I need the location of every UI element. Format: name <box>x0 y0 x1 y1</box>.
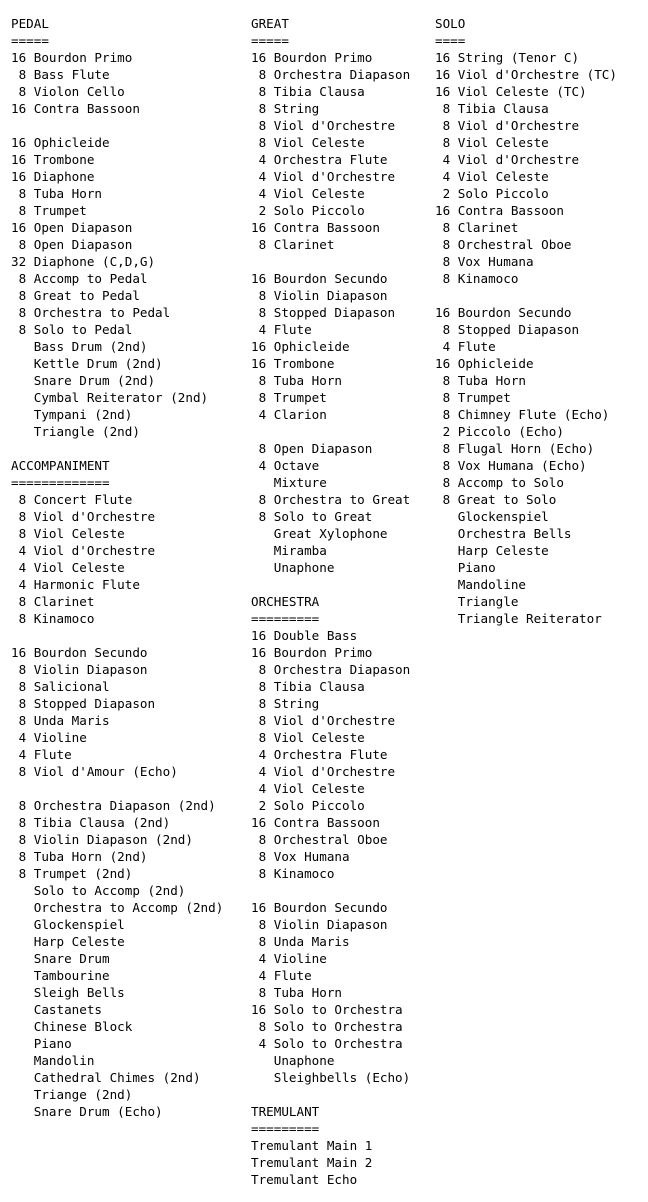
stop-line: 8 Tuba Horn (2nd) <box>11 849 148 864</box>
stop-line: Triangle Reiterator <box>435 611 602 626</box>
stop-line: 8 Vox Humana (Echo) <box>435 458 587 473</box>
stop-line: 32 Diaphone (C,D,G) <box>11 254 156 269</box>
stop-line: Snare Drum (2nd) <box>11 373 156 388</box>
stop-line: 8 Orchestra Diapason <box>251 67 411 82</box>
stop-line: 4 Viol Celeste <box>251 781 365 796</box>
stop-line: 16 Trombone <box>11 152 95 167</box>
stop-line: 4 Flute <box>11 747 72 762</box>
stop-line: 8 Violin Diapason (2nd) <box>11 832 193 847</box>
stop-line: 4 Solo to Orchestra <box>251 1036 403 1051</box>
stop-line: 8 Stopped Diapason <box>251 305 396 320</box>
stop-line: 8 Unda Maris <box>11 713 110 728</box>
stop-line: Solo to Accomp (2nd) <box>11 883 186 898</box>
division-underline: ===== <box>251 33 289 48</box>
stop-line: 16 Double Bass <box>251 628 358 643</box>
blank-line <box>251 1086 410 1103</box>
stop-line: 2 Piccolo (Echo) <box>435 424 564 439</box>
stop-line: Snare Drum <box>11 951 110 966</box>
stop-line: 8 Trumpet (2nd) <box>11 866 133 881</box>
stop-line: 4 Harmonic Flute <box>11 577 140 592</box>
stop-line: 8 Unda Maris <box>251 934 350 949</box>
division-heading: TREMULANT <box>251 1104 320 1119</box>
stop-line: 8 Kinamoco <box>435 271 519 286</box>
stop-line: 8 Kinamoco <box>11 611 95 626</box>
stop-line: Piano <box>11 1036 72 1051</box>
division-underline: ============= <box>11 475 110 490</box>
stop-line: Miramba <box>251 543 327 558</box>
stop-line: 8 Tibia Clausa <box>251 679 365 694</box>
stop-line: 4 Viol d'Orchestre <box>435 152 580 167</box>
stop-line: 16 Ophicleide <box>11 135 110 150</box>
stop-line: 8 Chimney Flute (Echo) <box>435 407 610 422</box>
blank-line <box>11 627 223 644</box>
stop-line: 8 Orchestra to Pedal <box>11 305 171 320</box>
division-heading: GREAT <box>251 16 289 31</box>
stop-line: 4 Viol d'Orchestre <box>11 543 156 558</box>
stop-line: Castanets <box>11 1002 102 1017</box>
stop-line: 4 Orchestra Flute <box>251 747 388 762</box>
stop-line: Triangle (2nd) <box>11 424 140 439</box>
stop-line: 8 Viol Celeste <box>251 135 365 150</box>
division-heading: SOLO <box>435 16 466 31</box>
blank-line <box>251 882 410 899</box>
stop-line: 8 Stopped Diapason <box>435 322 580 337</box>
blank-line <box>11 117 223 134</box>
stop-line: 8 Tibia Clausa (2nd) <box>11 815 171 830</box>
stop-line: 16 Diaphone <box>11 169 95 184</box>
stop-line: Piano <box>435 560 496 575</box>
stop-line: Tympani (2nd) <box>11 407 133 422</box>
stop-line: 8 Violin Diapason <box>11 662 148 677</box>
stop-line: Harp Celeste <box>11 934 125 949</box>
stop-line: Mixture <box>251 475 327 490</box>
stop-line: 4 Viol Celeste <box>251 186 365 201</box>
stop-line: 16 Bourdon Secundo <box>11 645 148 660</box>
stop-line: 8 Viol d'Orchestre <box>435 118 580 133</box>
stop-line: Cymbal Reiterator (2nd) <box>11 390 209 405</box>
stop-line: 8 Orchestra Diapason <box>251 662 411 677</box>
stop-line: 16 Contra Bassoon <box>251 220 380 235</box>
stop-line: 8 Orchestral Oboe <box>435 237 572 252</box>
stop-line: 4 Violine <box>251 951 327 966</box>
stop-line: 8 String <box>251 696 320 711</box>
stop-line: 4 Viol d'Orchestre <box>251 764 396 779</box>
stop-line: 8 Salicional <box>11 679 110 694</box>
stop-line: Triange (2nd) <box>11 1087 133 1102</box>
stop-line: 8 Tibia Clausa <box>435 101 549 116</box>
stop-line: 16 Bourdon Primo <box>251 50 373 65</box>
stop-line: 8 Orchestral Oboe <box>251 832 388 847</box>
stop-line: 16 Open Diapason <box>11 220 133 235</box>
stop-line: 16 Contra Bassoon <box>11 101 140 116</box>
division-heading: ORCHESTRA <box>251 594 320 609</box>
stop-line: 4 Flute <box>251 968 312 983</box>
stop-line: Mandolin <box>11 1053 95 1068</box>
stop-line: Sleighbells (Echo) <box>251 1070 411 1085</box>
stop-line: 8 Solo to Orchestra <box>251 1019 403 1034</box>
stop-line: Great Xylophone <box>251 526 388 541</box>
blank-line <box>251 576 410 593</box>
stop-line: 8 Viol Celeste <box>251 730 365 745</box>
stop-line: 8 Clarinet <box>251 237 335 252</box>
stop-line: 16 Bourdon Primo <box>11 50 133 65</box>
stop-line: 8 Tuba Horn <box>251 985 342 1000</box>
stop-line: 8 Viol Celeste <box>435 135 549 150</box>
column-left <box>11 15 223 1120</box>
stop-line: 16 Bourdon Secundo <box>435 305 572 320</box>
blank-line <box>11 440 223 457</box>
division-heading: PEDAL <box>11 16 49 31</box>
stop-line: 8 Flugal Horn (Echo) <box>435 441 595 456</box>
stop-line: 16 Contra Bassoon <box>251 815 380 830</box>
stop-line: 8 Stopped Diapason <box>11 696 156 711</box>
stop-line: 8 Orchestra Diapason (2nd) <box>11 798 216 813</box>
stop-line: 8 Violon Cello <box>11 84 125 99</box>
stop-line: 4 Flute <box>251 322 312 337</box>
stop-line: 8 Open Diapason <box>11 237 133 252</box>
stop-line: 8 Trumpet <box>435 390 511 405</box>
blank-line <box>435 287 617 304</box>
stop-line: 16 Solo to Orchestra <box>251 1002 403 1017</box>
stop-line: Glockenspiel <box>11 917 125 932</box>
stop-line: 8 Tuba Horn <box>435 373 526 388</box>
stop-line: 16 Contra Bassoon <box>435 203 564 218</box>
stop-line: 8 Violin Diapason <box>251 917 388 932</box>
stop-line: 8 Accomp to Solo <box>435 475 564 490</box>
stop-line: 8 Trumpet <box>11 203 87 218</box>
stop-line: Unaphone <box>251 560 335 575</box>
stop-line: 4 Viol Celeste <box>435 169 549 184</box>
stop-line: Orchestra to Accomp (2nd) <box>11 900 224 915</box>
stop-line: Snare Drum (Echo) <box>11 1104 163 1119</box>
stop-line: 16 Trombone <box>251 356 335 371</box>
stop-line: 16 Bourdon Primo <box>251 645 373 660</box>
stop-line: Mandoline <box>435 577 526 592</box>
column-middle <box>251 15 410 1188</box>
stop-line: 4 Viol Celeste <box>11 560 125 575</box>
stop-line: 8 Tuba Horn <box>251 373 342 388</box>
stop-line: 4 Orchestra Flute <box>251 152 388 167</box>
stop-line: 16 Bourdon Secundo <box>251 900 388 915</box>
stop-line: Bass Drum (2nd) <box>11 339 148 354</box>
stop-line: 8 Clarinet <box>11 594 95 609</box>
stop-line: 8 Tuba Horn <box>11 186 102 201</box>
stop-line: 8 Viol Celeste <box>11 526 125 541</box>
stop-line: 8 Accomp to Pedal <box>11 271 148 286</box>
division-underline: ===== <box>11 33 49 48</box>
stop-line: 2 Solo Piccolo <box>435 186 549 201</box>
division-underline: ==== <box>435 33 466 48</box>
stop-line: Kettle Drum (2nd) <box>11 356 163 371</box>
stop-line: Tambourine <box>11 968 110 983</box>
stop-line: 4 Flute <box>435 339 496 354</box>
stop-line: 8 Concert Flute <box>11 492 133 507</box>
stop-line: Sleigh Bells <box>11 985 125 1000</box>
stop-line: 4 Clarion <box>251 407 327 422</box>
blank-line <box>251 253 410 270</box>
stop-line: 8 Tibia Clausa <box>251 84 365 99</box>
stop-line: Chinese Block <box>11 1019 133 1034</box>
stop-line: Harp Celeste <box>435 543 549 558</box>
stop-line: 8 Vox Humana <box>251 849 350 864</box>
stop-line: 8 Viol d'Orchestre <box>11 509 156 524</box>
stop-line: Tremulant Echo <box>251 1172 358 1187</box>
stop-line: 8 Trumpet <box>251 390 327 405</box>
stop-line: 8 Kinamoco <box>251 866 335 881</box>
stop-line: 4 Viol d'Orchestre <box>251 169 396 184</box>
stop-line: 4 Octave <box>251 458 320 473</box>
stop-line: 16 Viol d'Orchestre (TC) <box>435 67 617 82</box>
stop-line: 8 Solo to Pedal <box>11 322 133 337</box>
stop-line: 2 Solo Piccolo <box>251 798 365 813</box>
division-heading: ACCOMPANIMENT <box>11 458 110 473</box>
division-underline: ========= <box>251 611 320 626</box>
stop-line: Tremulant Main 2 <box>251 1155 373 1170</box>
stop-line: Cathedral Chimes (2nd) <box>11 1070 201 1085</box>
stop-line: 8 Clarinet <box>435 220 519 235</box>
stop-line: 8 Bass Flute <box>11 67 110 82</box>
stop-line: 8 Great to Pedal <box>11 288 140 303</box>
stop-line: 8 Viol d'Orchestre <box>251 118 396 133</box>
stop-line: Orchestra Bells <box>435 526 572 541</box>
stop-line: Triangle <box>435 594 519 609</box>
stop-line: 16 String (Tenor C) <box>435 50 580 65</box>
stop-line: 8 Viol d'Orchestre <box>251 713 396 728</box>
stop-line: 8 Great to Solo <box>435 492 557 507</box>
stop-line: 8 Vox Humana <box>435 254 534 269</box>
stop-line: Tremulant Main 1 <box>251 1138 373 1153</box>
stop-line: 4 Violine <box>11 730 87 745</box>
stop-line: 16 Viol Celeste (TC) <box>435 84 587 99</box>
stop-line: Unaphone <box>251 1053 335 1068</box>
stop-line: 8 Viol d'Amour (Echo) <box>11 764 178 779</box>
blank-line <box>11 780 223 797</box>
stop-line: 8 Open Diapason <box>251 441 373 456</box>
stop-line: 8 Solo to Great <box>251 509 373 524</box>
division-underline: ========= <box>251 1121 320 1136</box>
stop-line: 8 String <box>251 101 320 116</box>
stop-line: 2 Solo Piccolo <box>251 203 365 218</box>
stop-line: 8 Violin Diapason <box>251 288 388 303</box>
stop-line: Glockenspiel <box>435 509 549 524</box>
stop-line: 16 Ophicleide <box>251 339 350 354</box>
column-right <box>435 15 617 627</box>
stop-line: 16 Ophicleide <box>435 356 534 371</box>
stop-line: 8 Orchestra to Great <box>251 492 411 507</box>
stop-line: 16 Bourdon Secundo <box>251 271 388 286</box>
blank-line <box>251 423 410 440</box>
